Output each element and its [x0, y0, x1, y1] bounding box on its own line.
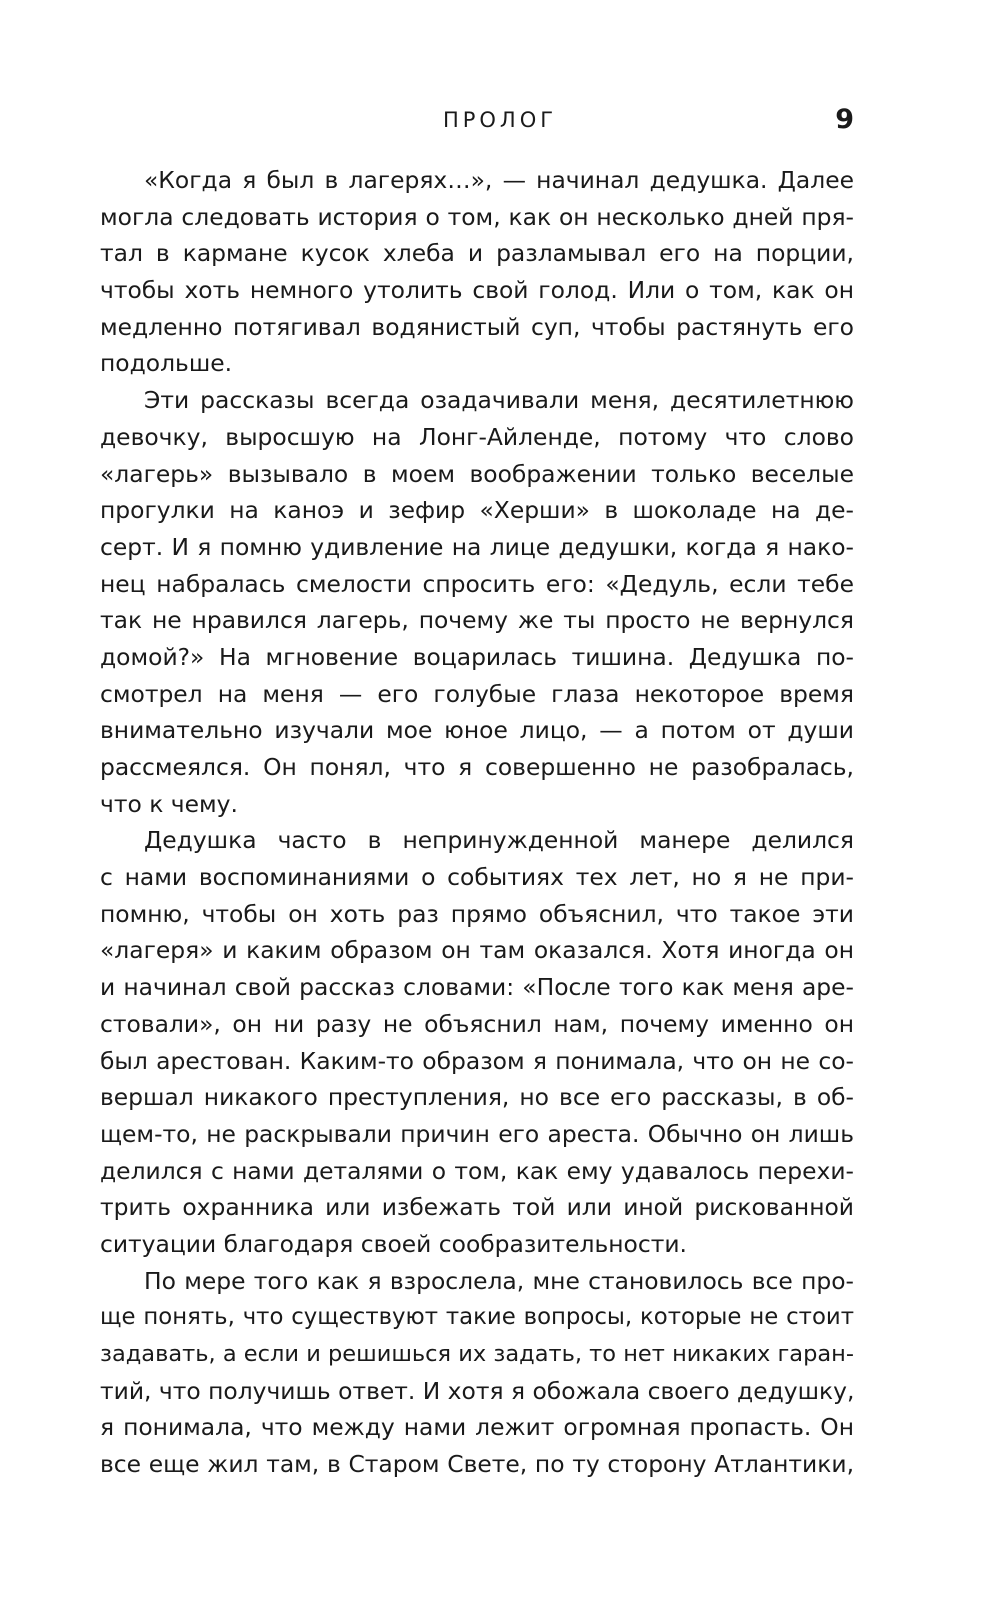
text-line: делился с нами деталями о том, как ему удавалось перехи- [100, 1156, 854, 1185]
text-line: я понимала, что между нами лежит огромная пропасть. Он [100, 1413, 854, 1442]
text-line: стовали», он ни разу не объяснил нам, почему именно он [100, 1009, 854, 1038]
text-line: чтобы хоть немного утолить свой голод. Или о том, как он [100, 276, 854, 305]
text-line: щем-то, не раскрывали причин его ареста. Обычно он лишь [100, 1119, 854, 1148]
text-line: тий, что получишь ответ. И хотя я обожала своего дедушку, [100, 1376, 855, 1405]
text-line: был арестован. Каким-то образом я понимала, что он не со- [100, 1046, 854, 1075]
text-line: подольше. [100, 349, 233, 378]
paragraph [100, 382, 854, 822]
text-line: медленно потягивал водянистый суп, чтобы растянуть его [100, 312, 854, 341]
text-line: все еще жил там, в Старом Свете, по ту сторону Атлантики, [100, 1450, 854, 1479]
paragraph [100, 162, 854, 382]
text-line: нец набралась смелости спросить его: «Дедуль, если тебе [100, 569, 854, 598]
text-line: что к чему. [100, 789, 238, 818]
text-line: так не нравился лагерь, почему же ты просто не вернулся [100, 606, 854, 635]
text-line: домой?» На мгновение воцарилась тишина. Дедушка по- [100, 642, 854, 671]
text-line: рассмеялся. Он понял, что я совершенно не разобралась, [100, 753, 854, 781]
text-line: с нами воспоминаниями о событиях тех лет, но я не при- [100, 863, 854, 892]
text-line: задавать, а если и решишься их задать, то нет никаких гаран- [100, 1341, 854, 1367]
text-line: помню, чтобы он хоть раз прямо объяснил, что такое эти [100, 899, 854, 928]
text-line: «Когда я был в лагерях…», — начинал дедушка. Далее [144, 166, 854, 194]
text-line: По мере того как я взрослела, мне становилось все про- [144, 1266, 854, 1295]
paragraph [100, 1263, 854, 1483]
text-line: могла следовать история о том, как он несколько дней пря- [100, 202, 854, 231]
paragraph [100, 822, 854, 1262]
text-line: внимательно изучали мое юное лицо, — а потом от души [100, 716, 854, 745]
text-line: прогулки на каноэ и зефир «Херши» в шоколаде на де- [100, 496, 854, 525]
text-line: Эти рассказы всегда озадачивали меня, десятилетнюю [144, 386, 854, 415]
text-line: смотрел на меня — его голубые глаза некоторое время [100, 679, 854, 708]
text-line: ситуации благодаря своей сообразительности. [100, 1229, 687, 1258]
text-line: Дедушка часто в непринужденной манере делился [144, 826, 854, 855]
running-header-title: ПРОЛОГ [442, 108, 558, 132]
text-line: ще понять, что существуют такие вопросы, которые не стоит [100, 1304, 854, 1331]
text-line: «лагерь» вызывало в моем воображении только веселые [100, 459, 854, 488]
text-line: трить охранника или избежать той или иной рискованной [100, 1193, 854, 1222]
text-line: вершал никакого преступления, но все его рассказы, в об- [100, 1083, 854, 1112]
text-line: девочку, выросшую на Лонг-Айленде, потому что слово [100, 422, 854, 451]
page-number: 9 [835, 104, 854, 135]
text-line: и начинал свой рассказ словами: «После того как меня аре- [100, 973, 854, 1002]
text-line: «лагеря» и каким образом он там оказался. Хотя иногда он [100, 936, 854, 965]
text-line: тал в кармане кусок хлеба и разламывал его на порции, [100, 239, 854, 268]
text-line: серт. И я помню удивление на лице дедушки, когда я нако- [100, 532, 854, 561]
body-text [100, 162, 854, 1483]
